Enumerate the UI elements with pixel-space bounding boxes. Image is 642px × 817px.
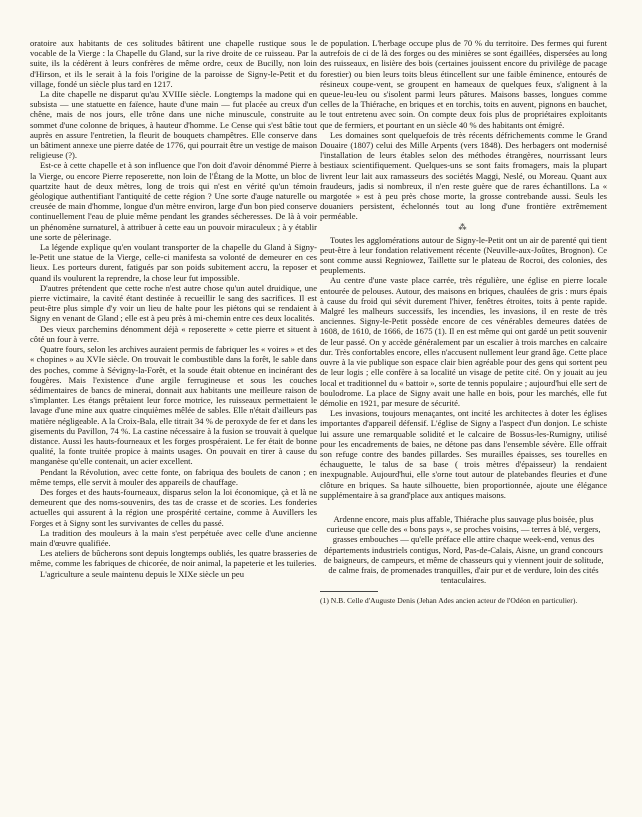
left-column-paragraph: La tradition des mouleurs à la main s'est perpétuée avec celle d'une ancienne main d'œuvre qualifiée.: [30, 527, 317, 548]
footnote-rule: [320, 591, 378, 592]
right-column-paragraph: Toutes les agglomérations autour de Signy-le-Petit ont un air de parenté qui tient peut-être à leur fondation relativement récente (Neuville-aux-Joûtes, Brognon). Ce sont comme aussi Regniowez, Taillette sur le plateau de Rocroi, des colonies, des peuplements.: [320, 234, 607, 276]
right-column-paragraph: Les invasions, toujours menaçantes, ont incité les architectes à doter les églises importantes d'appareil défensif. L'église de Signy a l'aspect d'un donjon. Le schiste lui assure une remarquable solidité et le calcaire de Bossus-les-Rumigny, utilisé pour les encadrements de baies, ne détone pas dans l'ensemble sévère. Elle offrait son refuge contre des bandes pillardes. Ses murailles épaisses, ses tourelles en échauguette, le talus de sa base ( trois mètres d'épaisseur) la rendaient inexpugnable. Aujourd'hui, elle s'orne tout autour de platebandes fleuries et d'une clôture en briques. Sa haute silhouette, bien proportionnée, ajoute une élégance supplémentaire à sa grand'place aux antiques maisons.: [320, 408, 607, 500]
right-column-paragraph: Au centre d'une vaste place carrée, très régulière, une église en pierre locale entourée de pelouses. Autour, des maisons en briques, chaulées de gris : murs épais à cause du froid qui sévit durement l'hiver, fenêtres étroites, toits à pente rapide. Malgré les malheurs successifs, les incendies, les invasions, il en reste de très anciennes. Signy-le-Petit possède encore de ces vénérables demeures datées de 1608, de 1610, de 1666, de 1675 (1). Il en est même qui ont gardé un petit souvenir de leur passé. On y accède généralement par un escalier à trois marches en calcaire dur. Très confortables encore, elles n'accusent nullement leur grand âge. Cette place ouvre à la vie publique son espace clair bien agréable pour des gens qui sortent peu de leur logis ; elle confère à sa localité un visage de petite cité. On y jouait au jeu local et traditionnel du « battoir », sorte de tennis populaire ; aujourd'hui elle sert de boulodrome. La place de Signy avait une halle en bois, pour les marchés, elle fut démolie en 1921, par mesure de sécurité.: [320, 275, 607, 408]
left-column-paragraph: oratoire aux habitants de ces solitudes bâtirent une chapelle rustique sous le vocable de la Vierge : la Chapelle du Gland, sur la rive droite de ce ruisseau. Par la suite, ils la cédèrent à leurs confrères de même ordre, ceux de Bucilly, non loin d'Hirson, et ils le serait à la fois l'origine de la paroisse de Signy-le-Petit et du village, fondé un siècle plus tard en 1217.: [30, 38, 317, 89]
left-text-column: [30, 38, 317, 579]
left-column-paragraph: L'agriculture a seule maintenu depuis le XIXe siècle un peu: [40, 568, 244, 579]
right-column-paragraph: de population. L'herbage occupe plus de 70 % du territoire. Des fermes qui furent autrefois de ci de là des forges ou des minières se sont égaillées, dispersées au long des ruisseaux, en lisière des bois (certaines jouissent encore du privilège de pacage forestier) ou bien leurs toits bleus étincellent sur une faible éminence, entourés de résineux coupe-vent, se groupent en hameaux de quelques feux, s'alignent à la queue-leu-leu ou s'isolent parmi leurs pâtures. Maisons basses, longues comme celles de la Thiérache, en briques et en torchis, toits en auvent, pignons en bauchet, le tout entretenu avec soin. On compte deux fois plus de propriétaires exploitants que de fermiers, et pourtant en un siècle 40 % des habitants ont émigré.: [320, 38, 607, 130]
left-column-paragraph: Pendant la Révolution, avec cette fonte, on fabriqua des boulets de canon ; en même temps, elle servit à mouler des appareils de chauffage.: [30, 466, 317, 487]
left-column-paragraph: Des vieux parchemins dénomment déjà « reposerette » cette pierre et situent à côté un four à verre.: [30, 323, 317, 344]
section-separator: ⁂: [458, 222, 469, 232]
footnote: (1) N.B. Celle d'Auguste Denis (Jehan Ades ancien acteur de l'Odéon en particulier).: [320, 596, 578, 606]
right-column-paragraph: Ardenne encore, mais plus affable, Thiérache plus sauvage plus boisée, plus curieuse que celle des « bons pays », se proches voisins, — terres à blé, vergers, grasses embouches — qu'elle préface elle attire chaque week-end, venus des départements industriels contigus, Nord, Pas-de-Calais, Aisne, un grand concours de baigneurs, de campeurs, et même de chasseurs qui y viennent jouir de solitude, de calme frais, de promenades tranquilles, d'air pur et de verdure, loin des cités tentaculaires.: [323, 513, 604, 586]
left-column-paragraph: Les ateliers de bûcherons sont depuis longtemps oubliés, les quatre brasseries de même, comme les fabriques de chicorée, de noir animal, la papeterie et les tuileries.: [30, 548, 317, 569]
left-column-paragraph: Quatre fours, selon les archives auraient permis de fabriquer les « voires » et des « chopines » au XVIe siècle. On trouvait le combustible dans la forêt, le sable dans des poches, comme à Sévigny-la-Forêt, et la soude était obtenue en incinérant des fougères. Mais l'existence d'une argile ferrugineuse et sous les couches sédimentaires de bancs de minerai, donnait aux habitants une meilleure raison de s'implanter. Les étangs prêtaient leur force motrice, les ruisseaux permettaient le lavage d'une mine aux quatre cinquièmes mêlée de sables. Elle n'était d'ailleurs pas matière négligeable. A la Croix-Bala, elle titrait 34 % de peroxyde de fer et dans les gisements du Pavillon, 74 %. La castine nécessaire à la fusion se trouvait à quelque distance. Aussi les hauts-fourneaux et les forges prospéraient. Le fer était de bonne qualité, la fonte truitée propice à maints usages. On pouvait en tirer à cause du manganèse qu'elle contenait, un acier excellent.: [30, 344, 317, 467]
left-column-paragraph: Est-ce à cette chapelle et à son influence que l'on doit d'avoir dénommé Pierre à la Vierge, ou encore Pierre reposerette, non loin de l'Étang de la Motte, un bloc de quartzite haut de deux mètres, long de trois qui n'est en vérité qu'un témoin géologique authentifiant l'antiquité de cette région ? Une sorte d'auge naturelle ou creusée de main d'homme, longue d'un mètre environ, large d'un bon pied conserve continuellement l'eau de pluie même pendant les grandes sécheresses. De là à voir un phénomène surnaturel, à attribuer à cette eau un pouvoir miraculeux ; à y établir une sorte de pèlerinage.: [30, 160, 317, 242]
right-text-column: [320, 38, 607, 605]
right-column-paragraph: Les domaines sont quelquefois de très récents défrichements comme le Grand Douaire (1807) celui des Mille Arpents (vers 1848). Des herbagers ont modernisé l'installation de leurs étables selon des méthodes étrangères, nourrissant leurs bestiaux scientifiquement. Quelques-uns se sont faits fromagers, mais la plupart livrent leur lait aux ramasseurs des sociétés Maggi, Neslé, ou Moreau. Quant aux fraudeurs, jadis si nombreux, il n'en reste guère que de rares échantillons. La « margotée » est à peu près chose morte, la grosse contrebande aussi. Seuls les douaniers persistent, échelonnés tout au long d'une frontière extrêmement perméable.: [320, 129, 607, 222]
paragraph-spacer: [320, 500, 607, 514]
left-column-paragraph: D'autres prétendent que cette roche n'est autre chose qu'un autel druidique, une pierre victimaire, la cavité étant destinée à recueillir le sang des sacrifices. Il est peut-être plus simple d'y voir un lieu de halte pour les piétons qui se rendaient à Signy en venant de Gland ; elle est à peu près à mi-chemin entre ces deux localités.: [30, 282, 317, 324]
left-column-paragraph: La dite chapelle ne disparut qu'au XVIIIe siècle. Longtemps la madone qui en subsista — une statuette en faïence, haute d'une main — fut placée au creux d'un chêne, mais de nos jours, elle trône dans une niche minuscule, construite au sommet d'une colonne de briques, à hauteur d'homme. Le Cense qui s'est bâtie tout auprès en assure l'entretien, la fleurit de bouquets champêtres. Elle conserve dans un bâtiment annexe une pierre datée de 1776, qui pourrait être un vestige de maison religieuse (?).: [30, 89, 317, 161]
left-column-paragraph: La légende explique qu'en voulant transporter de la chapelle du Gland à Signy-le-Petit une statue de la Vierge, celle-ci manifesta sa volonté de demeurer en ces lieux. Les porteurs durent, fatigués par son poids subitement accru, la reposer et quand ils voulurent la reprendre, la chose leur fut impossible.: [30, 242, 317, 283]
left-column-paragraph: Des forges et des hauts-fourneaux, disparus selon la loi économique, çà et là ne demeurent que des noms-souvenirs, des tas de crasse et de scories. Les fonderies actuelles qui assurent à la région une prospérité certaine, comme à Auvillers les Forges et à Signy sont les survivantes de celles du passé.: [30, 486, 317, 528]
